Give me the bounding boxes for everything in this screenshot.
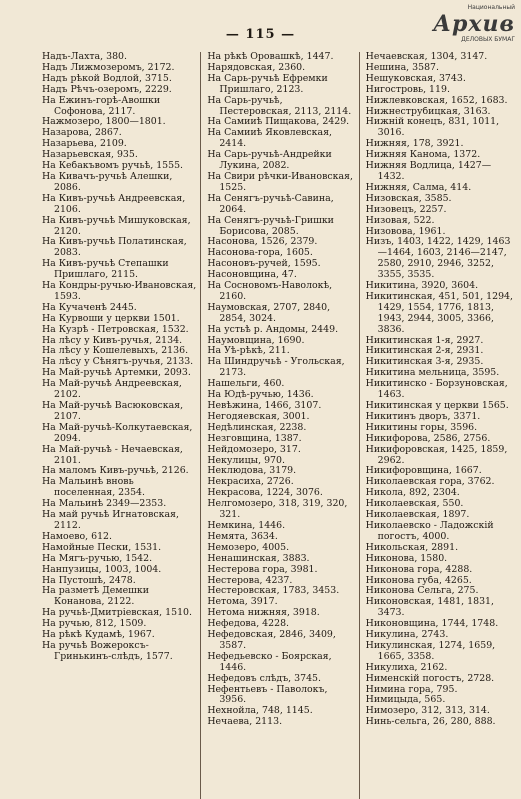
archive-watermark <box>405 4 515 50</box>
index-entry: Нижлевковская, 1652, 1683. <box>365 95 508 106</box>
index-column-1 <box>42 52 200 799</box>
index-entry: Никитины горы, 3596. <box>365 422 478 433</box>
index-entry: Нименскій погостъ, 2728. <box>365 673 495 684</box>
index-entry: На Мальинѣ 2349—2353. <box>42 499 167 510</box>
index-entry: Нижняя, Салма, 414. <box>365 182 472 193</box>
index-entry: На ручьѣ-Дмитріевская, 1510. <box>42 608 192 619</box>
index-entry: Нижняя Канома, 1372. <box>365 150 481 161</box>
index-entry: Нешуковская, 3743. <box>365 73 466 84</box>
index-entry: Никитина, 3920, 3604. <box>365 281 479 292</box>
index-entry: Никитинская у церкви 1565. <box>365 401 509 411</box>
index-entry: На Май-ручьѣ-Колкутаевская, 2094. <box>42 422 193 444</box>
index-entry: Наумовщина, 1690. <box>207 335 305 346</box>
index-entry: На лѣсу у Кивъ-ручья, 2134. <box>42 335 183 346</box>
index-entry: На Уѣ-рѣкѣ, 211. <box>207 346 290 357</box>
index-entry: На Свири рѣчки-Ивановская, 1525. <box>207 171 353 193</box>
index-entry: Неклюдова, 3179. <box>207 466 297 477</box>
index-entry: Низовая, 522. <box>365 215 435 226</box>
index-entry: Никоновщина, 1744, 1748. <box>365 619 499 630</box>
index-entry: Николаевско - Ладожскій погостъ, 4000. <box>365 520 494 542</box>
index-entry: Назарова, 2867. <box>42 128 122 139</box>
index-entry: Нашельги, 460. <box>207 379 285 390</box>
index-entry: На ручьѣ Вожероксъ-Гринькинъ-слѣдъ, 1577. <box>42 640 173 662</box>
index-entry: На Кебакъвомъ ручьѣ, 1555. <box>42 161 184 172</box>
index-entry: На Кивъ-ручьѣ Степашки Пришлаго, 2115. <box>42 259 169 281</box>
index-entry: На Ежинъ-горѣ-Авошки Софонова, 2117. <box>42 95 161 117</box>
index-entry: На Пустошѣ, 2478. <box>42 575 136 586</box>
index-entry: На Кивъ-ручьѣ Мишуковская, 2120. <box>42 215 191 237</box>
index-entry: Некрасиха, 2726. <box>207 477 294 488</box>
index-entry: Низовова, 1961. <box>365 226 446 237</box>
index-entry: На Мягъ-ручью, 1542. <box>42 553 153 564</box>
index-entry: Нечаевская, 1304, 3147. <box>365 52 488 62</box>
index-entry: Негодяевская, 3001. <box>207 411 310 422</box>
index-entry: На Юдѣ-ручью, 1436. <box>207 390 314 401</box>
index-entry: Нетома, 3917. <box>207 597 278 608</box>
index-entry: Нимицыда, 565. <box>365 695 446 706</box>
index-entry: Немята, 3634. <box>207 531 278 542</box>
index-entry: Нестеровская, 1783, 3453. <box>207 586 340 597</box>
index-entry: Никифоровская, 1425, 1859, 2962. <box>365 444 508 466</box>
index-entry: На лѣсу у Сѣнягъ-ручья, 2133. <box>42 357 194 368</box>
index-entry: Никулина, 2743. <box>365 630 449 641</box>
index-entry: На май ручьѣ Игнатовская, 2112. <box>42 510 179 531</box>
index-entry: Нехнойла, 748, 1145. <box>207 706 313 717</box>
index-entry: На Сарь-ручьѣ-Андрейки Лукина, 2082. <box>207 150 332 172</box>
index-entry: На Кивъ-ручьѣ Полатинская, 2083. <box>42 237 187 259</box>
index-entry: Намоево, 612. <box>42 531 113 542</box>
index-entry: На Май-ручьѣ - Нечаевская, 2101. <box>42 444 183 466</box>
index-entry: Некулицы, 970. <box>207 455 285 466</box>
index-entry: На Май-ручьѣ Андреевская, 2102. <box>42 379 182 401</box>
index-entry: Назарьевская, 935. <box>42 150 138 161</box>
index-entry: На Кивачъ-ручьѣ Алешки, 2086. <box>42 171 173 193</box>
index-entry: На устьѣ р. Андомы, 2449. <box>207 324 339 335</box>
index-entry: На Май-ручьѣ Артемки, 2093. <box>42 368 191 379</box>
index-entry: Нанпузицы, 1003, 1004. <box>42 564 162 575</box>
index-entry: Нижняя, 178, 3921. <box>365 139 464 150</box>
index-entry: Николаевская, 550. <box>365 499 464 510</box>
index-entry: На Курвоши у церкви 1501. <box>42 313 180 324</box>
index-entry: На лѣсу у Кошелевыхъ, 2136. <box>42 346 189 357</box>
index-entry: Невѣжина, 1466, 3107. <box>207 401 322 411</box>
index-entry: Никитинская, 451, 501, 1294, 1429, 1554, 1776, 1813, 1943, 2944, 3005, 3366, 3836. <box>365 291 513 335</box>
index-entry: Нечаева, 2113. <box>207 717 283 728</box>
index-entry: На Кондры-ручью-Ивановская, 1593. <box>42 281 197 302</box>
index-entry: Насоновщина, 47. <box>207 270 297 281</box>
index-entry: На Сосновомъ-Наволокѣ, 2160. <box>207 281 333 302</box>
index-entry: Никитина мельница, 3595. <box>365 368 500 379</box>
index-entry: На Сарь-ручьѣ, Пестеровская, 2113, 2114. <box>207 95 352 117</box>
index-entry: На Сенягъ-ручьѣ-Савина, 2064. <box>207 193 334 215</box>
index-entry: Нимина гора, 795. <box>365 684 458 695</box>
index-entry: Николаевская гора, 3762. <box>365 477 495 488</box>
index-columns <box>42 52 517 799</box>
index-entry: Немкина, 1446. <box>207 520 286 531</box>
index-entry: Намойные Пески, 1531. <box>42 542 162 553</box>
index-entry: Никулиха, 2162. <box>365 662 448 673</box>
index-entry: Надъ рѣкой Водлой, 3715. <box>42 73 172 84</box>
index-entry: Низъ, 1403, 1422, 1429, 1463—1464, 1603, 2146—2147, 2580, 2910, 2946, 3252, 3355, 3535. <box>365 237 511 281</box>
index-entry: На рѣкѣ Оровашкѣ, 1447. <box>207 52 334 62</box>
index-entry: Никитинская 2-я, 2931. <box>365 346 484 357</box>
index-entry: На Сарь-ручьѣ Ефремки Пришлаго, 2123. <box>207 73 328 95</box>
index-entry: Надъ Рѣчъ-озеромъ, 2229. <box>42 84 172 95</box>
index-column-2 <box>200 52 358 799</box>
index-entry: Никифоровщина, 1667. <box>365 466 482 477</box>
index-entry: На Май-ручьѣ Васюковская, 2107. <box>42 401 184 422</box>
index-entry: На разметѣ Демешки Конанова, 2122. <box>42 586 149 608</box>
index-entry: На рѣкѣ Кудамѣ, 1967. <box>42 630 155 641</box>
index-entry: Нажмозеро, 1800—1801. <box>42 117 166 128</box>
index-entry: Никонова гора, 4288. <box>365 564 473 575</box>
index-entry: Нимозеро, 312, 313, 314. <box>365 706 490 717</box>
index-entry: На Самииѣ Яковлевская, 2414. <box>207 128 332 150</box>
index-entry: Никола, 892, 2304. <box>365 488 460 499</box>
index-entry: Нижнеструбицкая, 3163. <box>365 106 491 117</box>
index-entry: Ненашинская, 3883. <box>207 553 310 564</box>
index-entry: Нарядовская, 2360. <box>207 62 306 73</box>
index-entry: Никольская, 2891. <box>365 542 459 553</box>
watermark-line2: ДЕЛОВЫХ БУМАГ <box>461 36 515 43</box>
index-column-3 <box>359 52 517 799</box>
index-entry: Нефедова, 4228. <box>207 619 290 630</box>
index-entry: На Сенягъ-ручьѣ-Гришки Борисова, 2085. <box>207 215 334 237</box>
index-entry: Николаевская, 1897. <box>365 510 470 521</box>
index-entry: На Мальинѣ вновь поселенная, 2354. <box>42 477 145 499</box>
index-entry: На Кивъ-ручьѣ Андреевская, 2106. <box>42 193 186 215</box>
index-entry: Нейдомозеро, 317. <box>207 444 301 455</box>
index-entry: Нижняя Водлица, 1427—1432. <box>365 161 492 182</box>
watermark-word: Архив <box>433 11 515 37</box>
index-entry: Нефентьевъ - Паволокъ, 3956. <box>207 684 328 706</box>
index-entry: Недѣлинская, 2238. <box>207 422 307 433</box>
index-entry: На ручью, 812, 1509. <box>42 619 147 630</box>
page-number: — 115 — <box>225 27 296 42</box>
index-entry: Никонова, 1580. <box>365 553 448 564</box>
index-entry: Нестерова, 4237. <box>207 575 293 586</box>
index-entry: Некрасова, 1224, 3076. <box>207 488 323 499</box>
index-entry: Нелгомозеро, 318, 319, 320, 321. <box>207 499 348 521</box>
index-entry: Нестерова гора, 3981. <box>207 564 318 575</box>
index-entry: Назарьева, 2109. <box>42 139 127 150</box>
index-entry: Нефедовъ слѣдъ, 3745. <box>207 673 321 684</box>
index-entry: На маломъ Кивъ-ручьѣ, 2126. <box>42 466 189 477</box>
watermark-line1: Национальный <box>467 4 515 11</box>
index-entry: Никитинско - Борзуновская, 1463. <box>365 379 508 401</box>
index-entry: Нигостровь, 119. <box>365 84 450 95</box>
index-entry: На Самииѣ Пищакова, 2429. <box>207 117 350 128</box>
index-entry: Надъ Лижмозеромъ, 2172. <box>42 62 175 73</box>
index-entry: Никулинская, 1274, 1659, 1665, 3358. <box>365 640 496 662</box>
index-entry: Насонова, 1526, 2379. <box>207 237 318 248</box>
index-entry: Незговщина, 1387. <box>207 433 302 444</box>
index-entry: Насонова-гора, 1605. <box>207 248 313 259</box>
index-entry: Нинь-сельга, 26, 280, 888. <box>365 717 496 728</box>
index-entry: Никоновская, 1481, 1831, 3473. <box>365 597 494 619</box>
index-entry: Никитинская 3-я, 2935. <box>365 357 484 368</box>
index-entry: Низовская, 3585. <box>365 193 452 204</box>
index-entry: На Кузрѣ - Петровская, 1532. <box>42 324 189 335</box>
index-entry: Наумовская, 2707, 2840, 2854, 3024. <box>207 302 331 324</box>
index-entry: На Шиндручьѣ - Угольская, 2173. <box>207 357 345 379</box>
index-entry: Нижній конецъ, 831, 1011, 3016. <box>365 117 500 139</box>
index-entry: Никонова губа, 4265. <box>365 575 472 586</box>
index-entry: Низовецъ, 2257. <box>365 204 447 215</box>
index-entry: Нетома нижняя, 3918. <box>207 608 320 619</box>
index-entry: Надъ-Лахта, 380. <box>42 52 127 62</box>
index-entry: Никитинъ дворъ, 3371. <box>365 411 481 422</box>
index-entry: На Кучаченѣ 2445. <box>42 302 137 313</box>
index-entry: Нешина, 3587. <box>365 62 439 73</box>
index-entry: Насоновъ-ручей, 1595. <box>207 259 321 270</box>
index-entry: Немозеро, 4005. <box>207 542 290 553</box>
index-entry: Никитинская 1-я, 2927. <box>365 335 484 346</box>
index-entry: Нефедовская, 2846, 3409, 3587. <box>207 630 336 651</box>
index-entry: Нефедьевско - Боярская, 1446. <box>207 651 332 673</box>
index-entry: Никонова Сельга, 275. <box>365 586 479 597</box>
index-entry: Никифорова, 2586, 2756. <box>365 433 491 444</box>
